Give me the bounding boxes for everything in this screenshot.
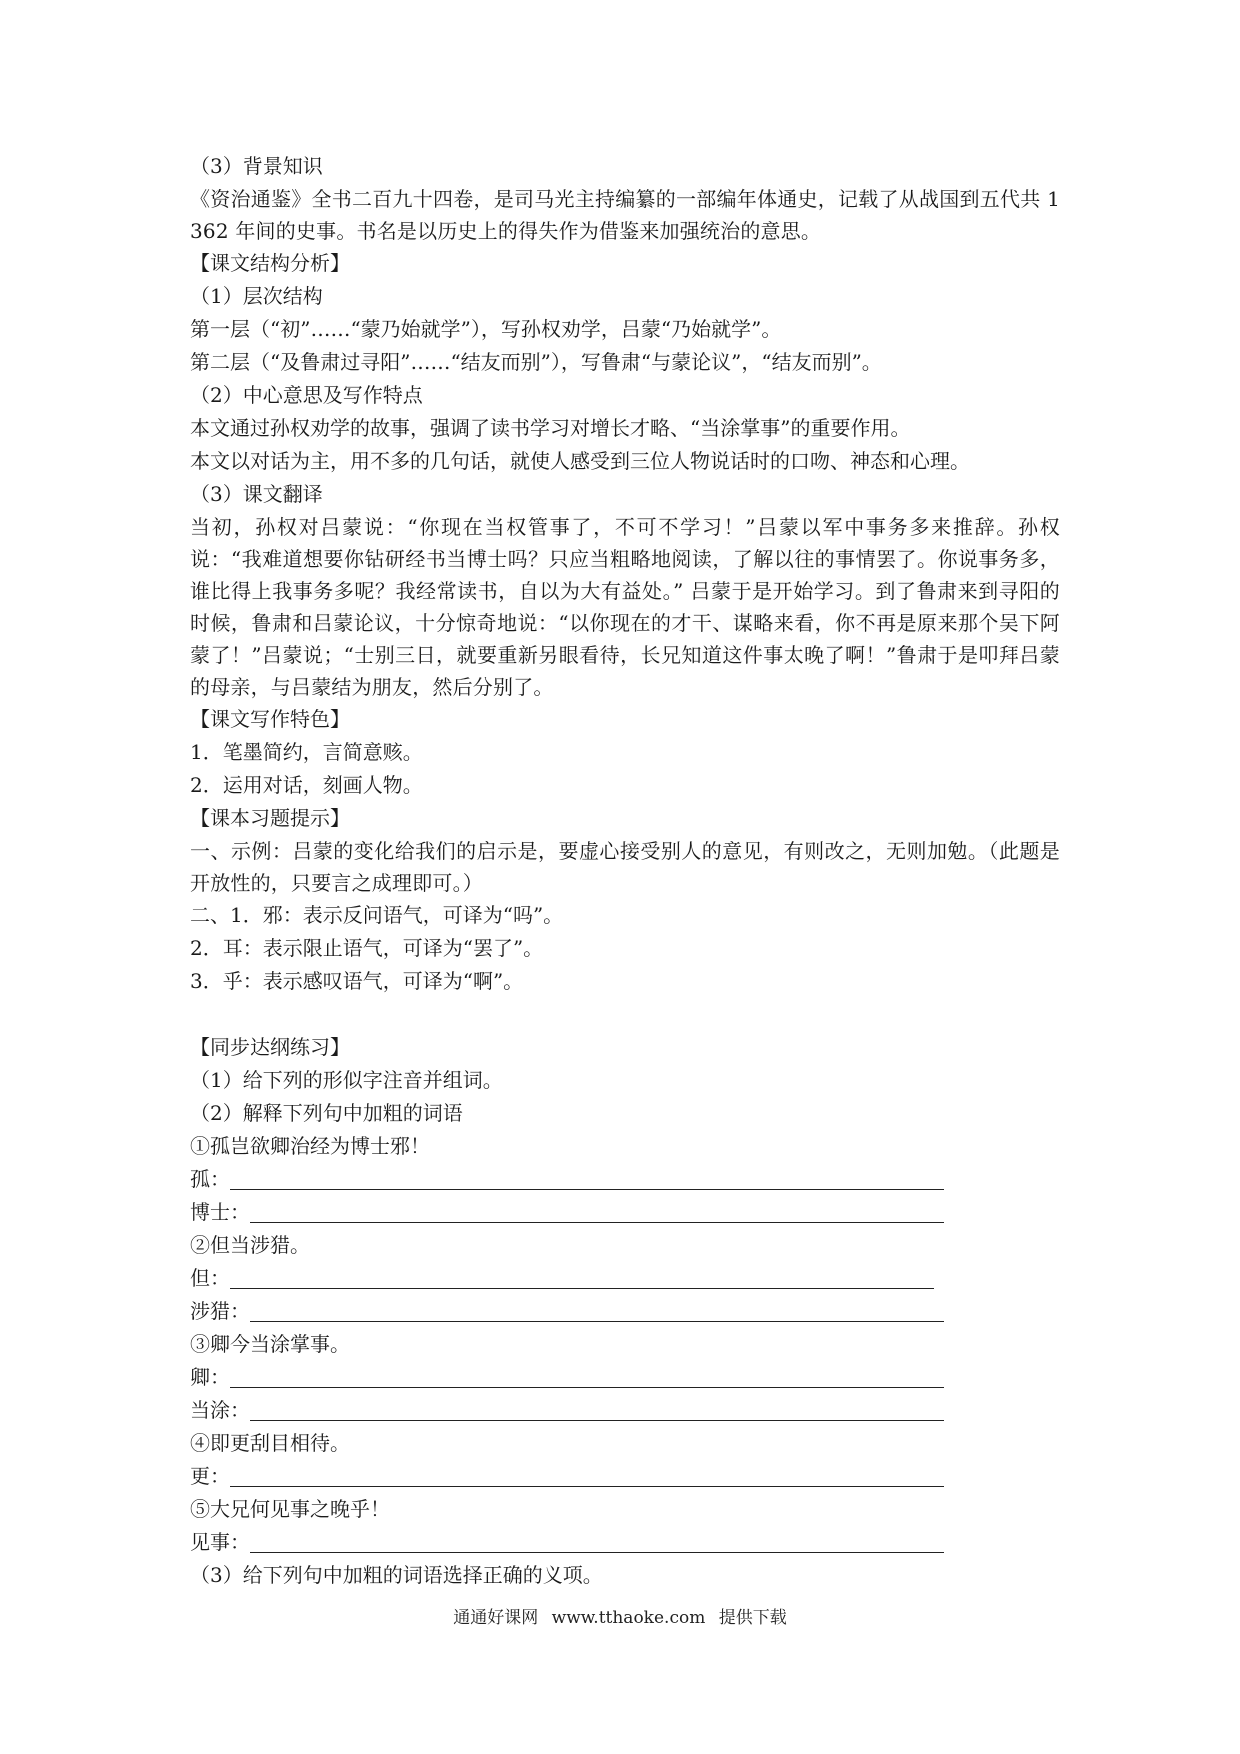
practice-question-one: （1）给下列的形似字注音并组词。: [190, 1068, 503, 1092]
background-text: 《资治通鉴》全书二百九十四卷，是司马光主持编纂的一部编年体通史，记载了从战国到五代共 1362 年间的史事。书名是以历史上的得失作为借鉴来加强统治的意思。: [190, 187, 1060, 243]
translation-text: 当初，孙权对吕蒙说：“你现在当权管事了，不可不学习！”吕蒙以军中事务多来推辞。孙权说：“我难道想要你钻研经书当博士吗？只应当粗略地阅读，了解以往的事情罢了。你说事务多，谁比得上我事务多呢？我经常读书，自以为大有益处。” 吕蒙于是开始学习。到了鲁肃来到寻阳的时候，鲁肃和吕蒙论议，十分惊奇地说：“以你现在的才干、谋略来看，你不再是原来那个吴下阿蒙了！”吕蒙说；“士别三日，就要重新另眼看待，长兄知道这件事太晚了啊！”鲁肃于是叩拜吕蒙的母亲，与吕蒙结为朋友，然后分别了。: [190, 515, 1060, 699]
answer-blank[interactable]: [230, 1167, 944, 1190]
feature-item-one: 1．笔墨简约，言简意赅。: [190, 740, 423, 764]
theme-text-one: 本文通过孙权劝学的故事，强调了读书学习对增长才略、“当涂掌事”的重要作用。: [190, 416, 911, 440]
layer-one: 第一层（“初”……“蒙乃始就学”），写孙权劝学，吕蒙“乃始就学”。: [190, 317, 782, 341]
exercise-hint-two: 二、1．邪：表示反问语气，可译为“吗”。: [190, 903, 564, 927]
answer-label: 更：: [190, 1464, 230, 1488]
answer-label: 见事：: [190, 1530, 250, 1554]
answer-row: [190, 1526, 1060, 1559]
practice-question-three: （3）给下列句中加粗的词语选择正确的义项。: [190, 1563, 603, 1587]
layer-two: 第二层（“及鲁肃过寻阳”……“结友而别”），写鲁肃“与蒙论议”，“结友而别”。: [190, 350, 882, 374]
section-spacer: [190, 998, 1060, 1031]
answer-blank[interactable]: [230, 1464, 944, 1487]
sentence-two: ②但当涉猎。: [190, 1233, 310, 1257]
document-body: [190, 150, 1060, 1592]
answer-blank[interactable]: [250, 1299, 944, 1322]
footer-url[interactable]: www.tthaoke.com: [551, 1608, 706, 1628]
layers-heading: （1）层次结构: [190, 284, 323, 308]
answer-blank[interactable]: [250, 1200, 944, 1223]
answer-label: 孤：: [190, 1167, 230, 1191]
sentence-one: ①孤岂欲卿治经为博士邪！: [190, 1134, 430, 1158]
answer-row: [190, 1361, 1060, 1394]
answer-label: 涉猎：: [190, 1299, 250, 1323]
answer-label: 但：: [190, 1266, 230, 1290]
answer-blank[interactable]: [230, 1365, 944, 1388]
features-heading: 【课文写作特色】: [190, 707, 350, 731]
practice-heading: 【同步达纲练习】: [190, 1035, 350, 1059]
answer-label: 博士：: [190, 1200, 250, 1224]
footer-suffix: 提供下载: [718, 1608, 787, 1628]
practice-question-two: （2）解释下列句中加粗的词语: [190, 1101, 463, 1125]
answer-row: [190, 1196, 1060, 1229]
sentence-three: ③卿今当涂掌事。: [190, 1332, 350, 1356]
structure-heading: 【课文结构分析】: [190, 251, 350, 275]
feature-item-two: 2．运用对话，刻画人物。: [190, 773, 423, 797]
answer-blank[interactable]: [250, 1398, 944, 1421]
sentence-five: ⑤大兄何见事之晚乎！: [190, 1497, 390, 1521]
translation-heading: （3）课文翻译: [190, 482, 323, 506]
sentence-four: ④即更刮目相待。: [190, 1431, 350, 1455]
exercise-hints-heading: 【课本习题提示】: [190, 806, 350, 830]
page-footer: [0, 1606, 1240, 1630]
theme-text-two: 本文以对话为主，用不多的几句话，就使人感受到三位人物说话时的口吻、神态和心理。: [190, 449, 970, 473]
exercise-hint-one: 一、示例：吕蒙的变化给我们的启示是，要虚心接受别人的意见，有则改之，无则加勉。（此题是开放性的，只要言之成理即可。）: [190, 839, 1060, 895]
exercise-hint-four: 3．乎：表示感叹语气，可译为“啊”。: [190, 969, 524, 993]
answer-row: [190, 1394, 1060, 1427]
answer-blank[interactable]: [230, 1266, 934, 1289]
answer-label: 卿：: [190, 1365, 230, 1389]
theme-heading: （2）中心意思及写作特点: [190, 383, 423, 407]
answer-blank[interactable]: [250, 1530, 944, 1553]
answer-row: [190, 1460, 1060, 1493]
background-heading: （3）背景知识: [190, 154, 323, 178]
answer-row: [190, 1262, 1060, 1295]
answer-row: [190, 1295, 1060, 1328]
footer-site-name: 通通好课网: [453, 1608, 539, 1628]
answer-row: [190, 1163, 1060, 1196]
exercise-hint-three: 2．耳：表示限止语气，可译为“罢了”。: [190, 936, 544, 960]
answer-label: 当涂：: [190, 1398, 250, 1422]
